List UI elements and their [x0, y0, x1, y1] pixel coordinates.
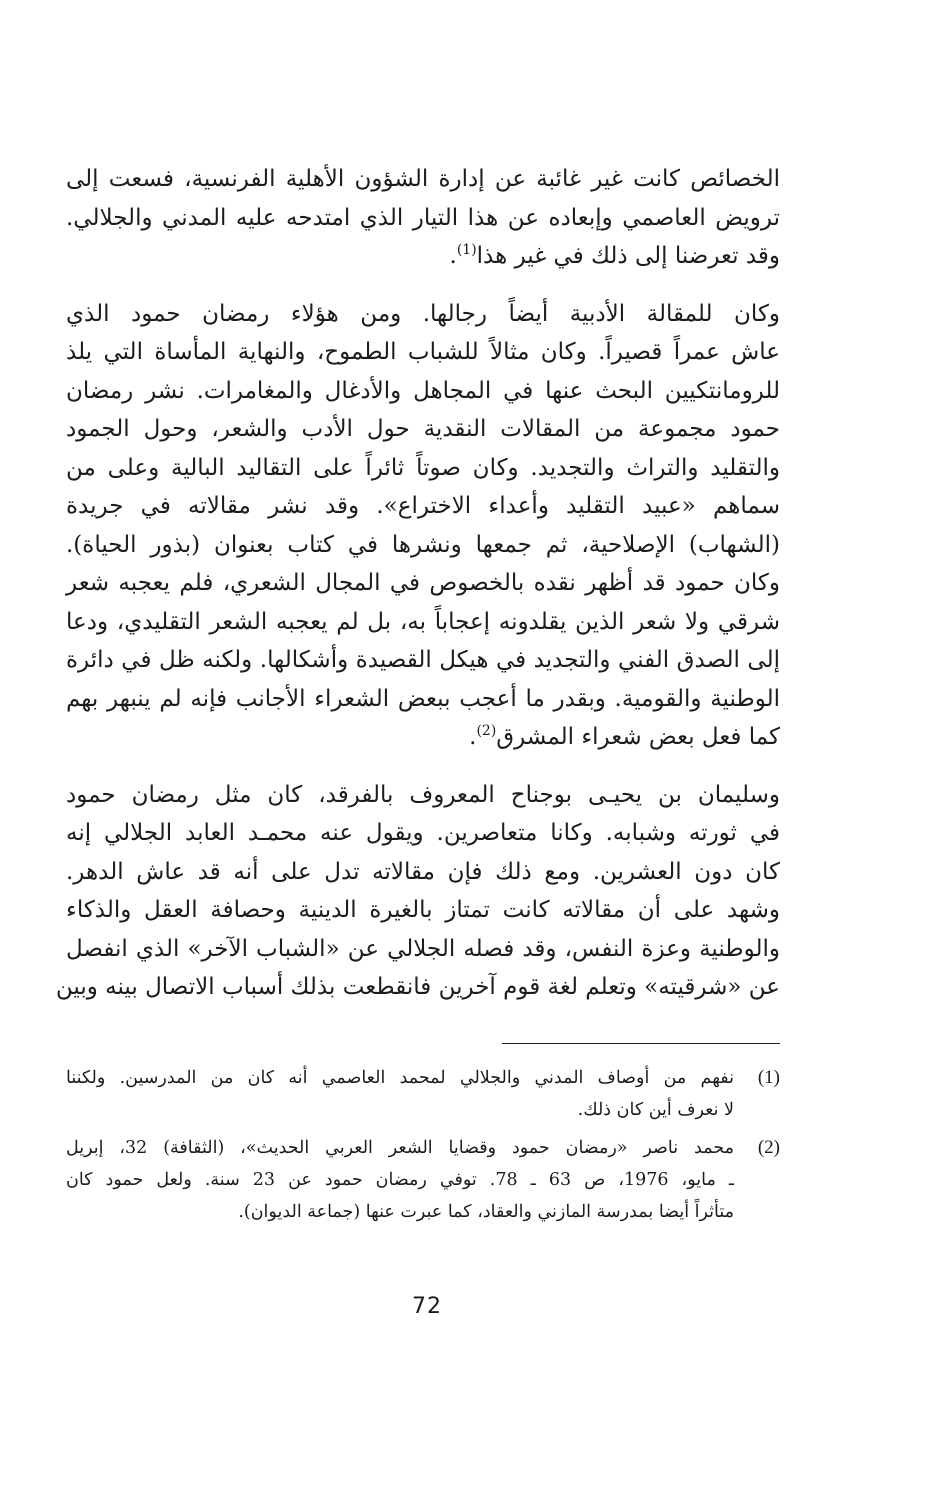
footnote-line: محمد ناصر «رمضان حمود وقضايا الشعر العربي الحديث»، (الثقافة) 32، إبريل [66, 1138, 734, 1158]
text-line: وسليمان بن يحيـى بوجناح المعروف بالفرقد، كان مثل رمضان حمود [66, 781, 780, 808]
page-number: 72 [412, 1294, 442, 1319]
footnote-line: متأثراً أيضا بمدرسة المازني والعقاد، كما عبرت عنها (جماعة الديوان). [238, 1202, 734, 1222]
footnote-1 [66, 1062, 780, 1126]
footnote-number: (2) [757, 1137, 780, 1158]
text-line: الخصائص كانت غير غائبة عن إدارة الشؤون الأهلية الفرنسية، فسعت إلى [66, 166, 780, 192]
footnote-text [66, 1132, 734, 1228]
footnote-number: (1) [757, 1067, 780, 1088]
text-line: والوطنية وعزة النفس، وقد فصله الجلالي عن «الشباب الآخر» الذي انفصل [66, 935, 780, 962]
text-line: شرقي ولا شعر الذين يقلدونه إعجاباً به، بل لم يعجبه الشعر التقليدي، ودعا [66, 608, 780, 635]
text-line: في ثورته وشبابه. وكانا متعاصرين. ويقول عنه محمـد العابد الجلالي إنه [66, 820, 780, 846]
sentence-end: . [449, 243, 457, 269]
paragraph-1 [66, 160, 780, 276]
paragraph-2 [66, 295, 780, 757]
text-line: إلى الصدق الفني والتجديد في هيكل القصيدة وأشكالها. ولكنه ظل في دائرة [66, 647, 780, 673]
paragraph-3 [55, 776, 780, 1007]
sentence-end: . [469, 724, 477, 750]
text-line: عن «شرقيته» وتعلم لغة قوم آخرين فانقطعت بذلك أسباب الاتصال بينه وبين [55, 974, 780, 1000]
footnote-reference[interactable]: (2) [476, 723, 497, 739]
footnote-line: نفهم من أوصاف المدني والجلالي لمحمد العاصمي أنه كان من المدرسين. ولكننا [66, 1068, 734, 1088]
page-body [55, 160, 781, 1007]
text-line: عاش عمراً قصيراً. وكان مثالاً للشباب الطموح، والنهاية المأساة التي يلذ [66, 339, 780, 365]
text-line: وكان حمود قد أظهر نقده بالخصوص في المجال الشعري، فلم يعجبه شعر [66, 570, 780, 596]
text-line: (الشهاب) الإصلاحية، ثم جمعها ونشرها في كتاب بعنوان (بذور الحياة). [66, 531, 780, 558]
text-line: حمود مجموعة من المقالات النقدية حول الأدب والشعر، وحول الجمود [66, 416, 780, 442]
footnote-reference[interactable]: (1) [456, 242, 477, 258]
footnote-line: ـ مايو، 1976، ص 63 ـ 78. توفي رمضان حمود عن 23 سنة. ولعل حمود كان [66, 1170, 734, 1190]
text-line-content: وقد تعرضنا إلى ذلك في غير هذا [476, 243, 780, 269]
footnotes [66, 1062, 780, 1234]
text-line-last [66, 718, 780, 757]
text-line-content: كما فعل بعض شعراء المشرق [496, 724, 780, 750]
text-line: ترويض العاصمي وإبعاده عن هذا التيار الذي امتدحه عليه المدني والجلالي. [66, 204, 781, 231]
text-line: وشهد على أن مقالاته كانت تمتاز بالغيرة الدينية وحصافة العقل والذكاء [66, 897, 780, 923]
text-line: والتقليد والتراث والتجديد. وكان صوتاً ثائراً على التقاليد البالية وعلى من [66, 454, 780, 481]
text-line-last [66, 237, 780, 276]
text-line: الوطنية والقومية. وبقدر ما أعجب ببعض الشعراء الأجانب فإنه لم ينبهر بهم [66, 685, 780, 712]
text-line: للرومانتكيين البحث عنها في المجاهل والأدغال والمغامرات. نشر رمضان [66, 377, 780, 404]
footnote-2 [66, 1132, 780, 1228]
footnote-separator [502, 1043, 780, 1044]
text-line: سماهم «عبيد التقليد وأعداء الاختراع». وقد نشر مقالاته في جريدة [66, 493, 780, 519]
footnote-text [66, 1062, 734, 1126]
text-line: وكان للمقالة الأدبية أيضاً رجالها. ومن هؤلاء رمضان حمود الذي [66, 300, 780, 327]
footnote-line: لا نعرف أين كان ذلك. [577, 1100, 734, 1120]
text-line: كان دون العشرين. ومع ذلك فإن مقالاته تدل على أنه قد عاش الدهر. [66, 858, 780, 885]
